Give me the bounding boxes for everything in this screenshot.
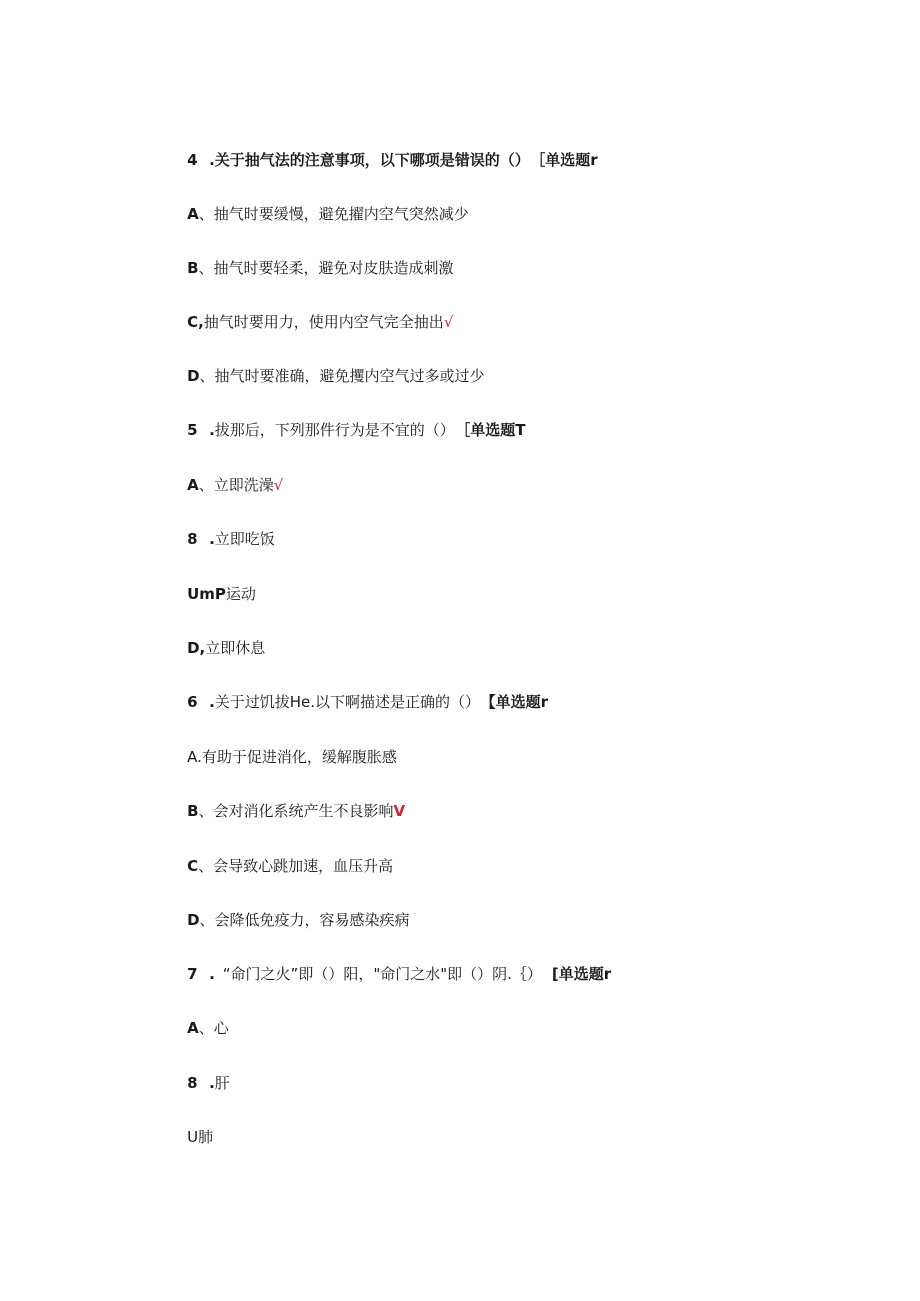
option-c [168, 1107, 213, 1167]
option-dot: . [209, 1074, 215, 1092]
option-d [168, 890, 410, 950]
option-letter: D [187, 911, 200, 929]
option-c [168, 564, 256, 624]
question-5 [168, 400, 526, 460]
correct-check-mark: V [393, 802, 406, 820]
option-d [168, 346, 485, 406]
question-number: 7 [187, 965, 198, 983]
option-a [168, 998, 229, 1058]
correct-check-mark: √ [273, 476, 284, 494]
option-letter: C [187, 857, 199, 875]
option-text: 立即休息 [205, 639, 266, 657]
question-text: “命门之火”即（）阳，"命门之水"即（）阴.｛） [222, 965, 542, 983]
option-text: 肝 [214, 1074, 230, 1092]
option-letter: B [187, 802, 199, 820]
option-b [168, 509, 275, 569]
question-dot: . [209, 151, 215, 169]
question-type: 【单选题r [488, 693, 548, 711]
option-text: 、心 [198, 1019, 229, 1037]
question-type: ［单选题r [537, 151, 598, 169]
option-number: 8 [187, 530, 198, 548]
option-b [168, 1053, 230, 1113]
question-text: 拔那后，下列那件行为是不宜的（） [214, 421, 455, 439]
option-b [168, 238, 454, 298]
option-c [168, 836, 393, 896]
option-letter: D [187, 367, 200, 385]
option-text: 、抽气时要缓慢，避免擢内空气突然减少 [198, 205, 469, 223]
option-text: 、抽气时要准确，避免攫内空气过多或过少 [199, 367, 485, 385]
option-a [168, 455, 283, 515]
question-number: 5 [187, 421, 198, 439]
option-letter: D, [187, 639, 206, 657]
question-dot: . [209, 421, 215, 439]
option-letter: A [187, 1019, 199, 1037]
option-text: 立即吃饭 [214, 530, 275, 548]
option-text: 、抽气时要轻柔，避免对皮肤造成刺激 [198, 259, 454, 277]
option-text: 运动 [225, 585, 256, 603]
option-letter: UmP [187, 585, 226, 603]
question-number: 6 [187, 693, 198, 711]
question-type: [单选题r [551, 965, 612, 983]
option-a [168, 184, 469, 244]
option-text: 有助于促进消化，缓解腹胀感 [201, 748, 397, 766]
correct-check-mark: √ [443, 313, 454, 331]
option-c [168, 292, 453, 352]
option-text: 、会降低免疫力，容易感染疾病 [199, 911, 410, 929]
question-text: 关于过饥拔He.以下啊描述是正确的（） [214, 693, 481, 711]
question-text: 关于抽气法的注意事项，以下哪项是错误的（） [214, 151, 530, 169]
option-letter: A [187, 476, 199, 494]
option-letter: U [187, 1128, 199, 1146]
question-4 [168, 130, 598, 190]
option-letter: C, [187, 313, 204, 331]
question-number: 4 [187, 151, 198, 169]
option-text: 抽气时要用力，使用内空气完全抽出 [203, 313, 444, 331]
question-6 [168, 672, 548, 732]
option-b [168, 781, 405, 841]
option-d [168, 618, 265, 678]
question-dot: . [209, 965, 215, 983]
option-letter: B [187, 259, 199, 277]
question-type: ［单选题T [462, 421, 526, 439]
option-text: 、会导致心跳加速，血压升高 [198, 857, 394, 875]
option-dot: . [209, 530, 215, 548]
question-dot: . [209, 693, 215, 711]
option-text: 、会对消化系统产生不良影响 [198, 802, 394, 820]
option-text: 、立即洗澡 [198, 476, 274, 494]
option-text: 肺 [198, 1128, 214, 1146]
option-number: 8 [187, 1074, 198, 1092]
option-letter: A [187, 205, 199, 223]
option-letter: A. [187, 748, 202, 766]
question-7 [168, 944, 611, 1004]
option-a [168, 727, 397, 787]
